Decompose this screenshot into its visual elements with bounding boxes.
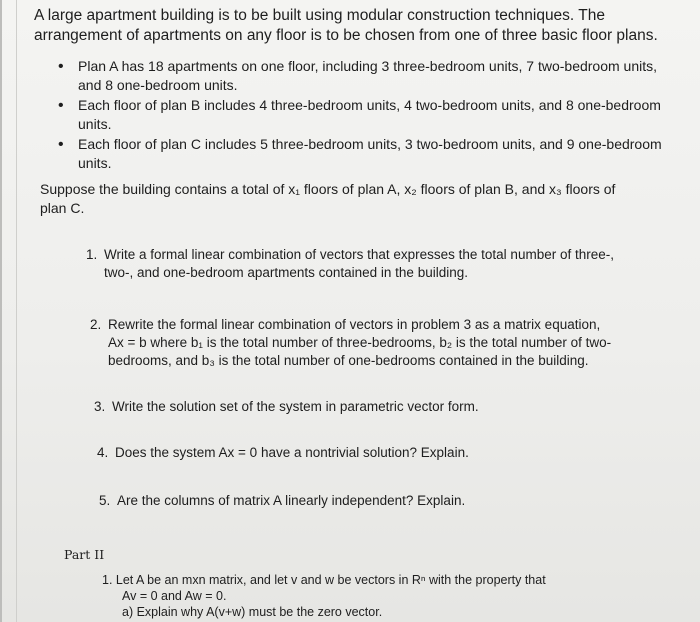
suppose-paragraph: [40, 180, 660, 218]
question-number: 5.: [99, 493, 111, 508]
part-2-line-2: Av = 0 and Aw = 0.: [122, 589, 227, 603]
plan-a-item: • Plan A has 18 apartments on one floor, including 3 three-bedroom units, 7 two-bedroom units, and 8 one-bedroom units.: [58, 57, 668, 95]
plan-c-item: • Each floor of plan C includes 5 three-bedroom units, 3 two-bedroom units, and 9 one-bedroom units.: [58, 135, 668, 173]
question-line-2: Ax = b where b₁ is the total number of three-bedrooms, b₂ is the total number of two-: [108, 335, 612, 350]
floor-plan-list: [58, 57, 668, 174]
intro-line-2: arrangement of apartments on any floor is to be chosen from one of three basic floor plans.: [34, 27, 658, 44]
question-number: 4.: [97, 445, 109, 460]
question-number: 3.: [94, 399, 106, 414]
question-line-1: Rewrite the formal linear combination of vectors in problem 3 as a matrix equation,: [108, 317, 601, 332]
suppose-line-2: plan C.: [40, 200, 85, 216]
part-2-heading: Part II: [64, 547, 105, 562]
question-line-1: Are the columns of matrix A linearly independent? Explain.: [117, 493, 466, 508]
question-line-1: Does the system Ax = 0 have a nontrivial solution? Explain.: [115, 445, 469, 460]
question-2: [90, 316, 660, 370]
part-2-question-1: [102, 572, 622, 620]
question-number: 2.: [90, 317, 102, 332]
question-line-1: Write a formal linear combination of vectors that expresses the total number of three-,: [104, 247, 614, 262]
intro-paragraph: [34, 6, 674, 46]
question-line-1: Write the solution set of the system in parametric vector form.: [112, 399, 479, 414]
question-line-3: bedrooms, and b₃ is the total number of one-bedrooms contained in the building.: [108, 353, 589, 368]
part-2-line-1: 1. Let A be an mxn matrix, and let v and w be vectors in Rⁿ with the property that: [102, 573, 546, 587]
suppose-line-1: Suppose the building contains a total of x₁ floors of plan A, x₂ floors of plan B, and x₃ floors of: [40, 181, 616, 197]
question-5: [99, 492, 659, 510]
intro-line-1: A large apartment building is to be built using modular construction techniques. The: [34, 7, 605, 24]
question-number: 1.: [86, 247, 98, 262]
question-3: [94, 398, 654, 416]
question-line-2: two-, and one-bedroom apartments contained in the building.: [104, 265, 468, 280]
part-2-line-3: a) Explain why A(v+w) must be the zero vector.: [122, 605, 383, 619]
question-1: [86, 246, 666, 282]
plan-b-item: • Each floor of plan B includes 4 three-bedroom units, 4 two-bedroom units, and 8 one-bedroom units.: [58, 96, 668, 134]
question-4: [97, 444, 657, 462]
